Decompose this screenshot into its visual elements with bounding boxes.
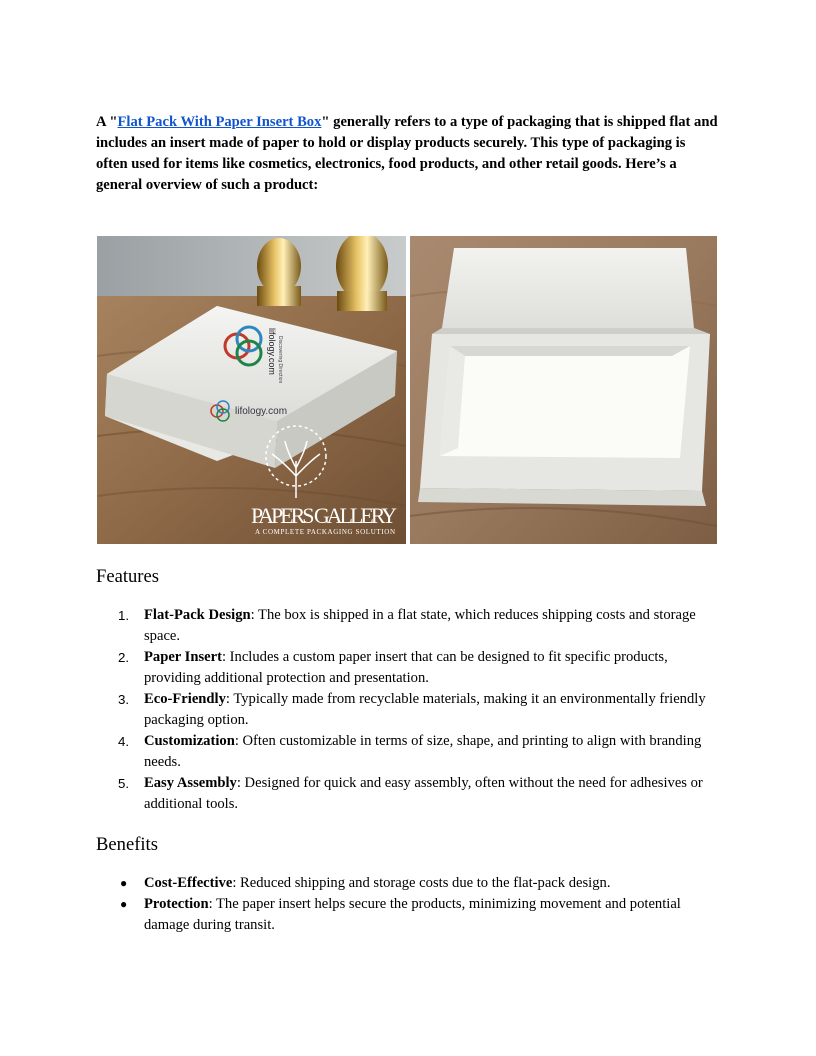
intro-suffix: " generally refers to a type of packaging that is shipped flat and includes an insert made of paper to hold or display products securely. This type of packaging is often used for items like cosmetics, electronics, food products, and other retail goods. Here’s a general overview of such a product: [96,114,718,193]
features-list [96,605,726,815]
box-brand-vertical: lifology.com [267,328,277,375]
list-item [96,873,726,894]
bullet-icon: ● [120,897,128,911]
feature-term: Customization [144,733,235,749]
list-number: 4. [118,734,130,749]
features-heading: Features [96,566,159,587]
feature-text: : Includes a custom paper insert that can be designed to fit specific products, providing additional protection and presentation. [144,649,668,686]
list-item [96,605,726,647]
intro-paragraph [96,112,720,196]
list-item [96,894,726,936]
list-number: 5. [118,776,130,791]
list-item [96,647,726,689]
feature-text: : Designed for quick and easy assembly, often without the need for adhesives or additional tools. [144,775,703,812]
product-link[interactable]: Flat Pack With Paper Insert Box [117,114,322,130]
bullet-icon: ● [120,876,128,890]
benefit-text: : Reduced shipping and storage costs due to the flat-pack design. [232,875,611,891]
list-item [96,689,726,731]
open-box-photo [410,236,717,544]
product-images [97,236,717,544]
intro-prefix: A " [96,114,118,130]
list-number: 2. [118,650,130,665]
watermark-title: PAPERS GALLERY [251,503,397,528]
feature-text: : Typically made from recyclable materials, making it an environmentally friendly packaging option. [144,691,706,728]
benefit-text: : The paper insert helps secure the products, minimizing movement and potential damage during transit. [144,896,681,933]
list-number: 1. [118,608,130,623]
feature-term: Easy Assembly [144,775,237,791]
benefits-list [96,873,726,936]
benefits-heading: Benefits [96,834,158,855]
list-item [96,731,726,773]
feature-text: : Often customizable in terms of size, shape, and printing to align with branding needs. [144,733,702,770]
list-item [96,773,726,815]
box-brand: lifology.com [235,406,288,417]
closed-box-photo [97,236,406,544]
benefit-term: Cost-Effective [144,875,233,891]
benefit-term: Protection [144,896,209,912]
feature-term: Paper Insert [144,649,222,665]
intro-block [96,112,720,196]
feature-term: Flat-Pack Design [144,607,251,623]
feature-text: : The box is shipped in a flat state, which reduces shipping costs and storage space. [144,607,696,644]
box-brand-small: Discovering Direction [277,336,283,384]
feature-term: Eco-Friendly [144,691,226,707]
watermark-subtitle: A COMPLETE PACKAGING SOLUTION [255,528,395,536]
list-number: 3. [118,692,130,707]
